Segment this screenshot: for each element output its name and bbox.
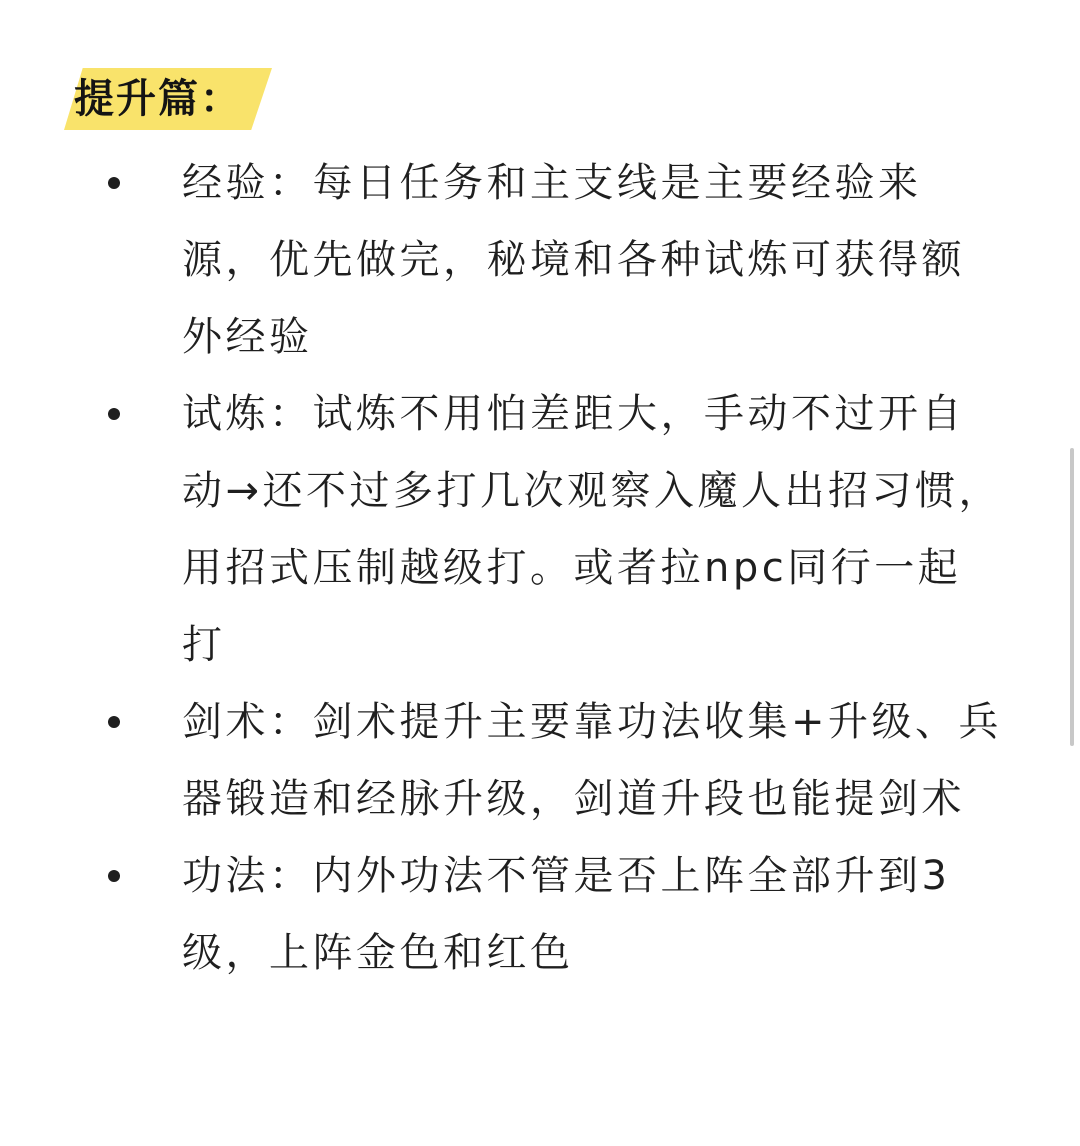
list-item-text: 功法：内外功法不管是否上阵全部升到3级，上阵金色和红色: [182, 853, 951, 976]
list-item-text: 剑术：剑术提升主要靠功法收集+升级、兵器锻造和经脉升级，剑道升段也能提剑术: [182, 699, 1003, 822]
bullet-dot-icon: [108, 408, 120, 420]
bullet-list: [0, 145, 1080, 992]
heading-text: 提升篇：: [74, 76, 242, 122]
list-item-swordsmanship: [0, 684, 1080, 838]
list-item-trials: [0, 376, 1080, 684]
bullet-dot-icon: [108, 870, 120, 882]
bullet-dot-icon: [108, 177, 120, 189]
list-item-experience: [0, 145, 1080, 376]
bullet-dot-icon: [108, 716, 120, 728]
list-item-techniques: [0, 838, 1080, 992]
section-heading: [64, 68, 274, 130]
list-item-text: 经验：每日任务和主支线是主要经验来源，优先做完，秘境和各种试炼可获得额外经验: [182, 160, 965, 360]
list-item-text: 试炼：试炼不用怕差距大，手动不过开自动→还不过多打几次观察入魔人出招习惯，用招式压制越级打。或者拉npc同行一起打: [182, 391, 1003, 668]
scrollbar[interactable]: [1070, 448, 1074, 746]
